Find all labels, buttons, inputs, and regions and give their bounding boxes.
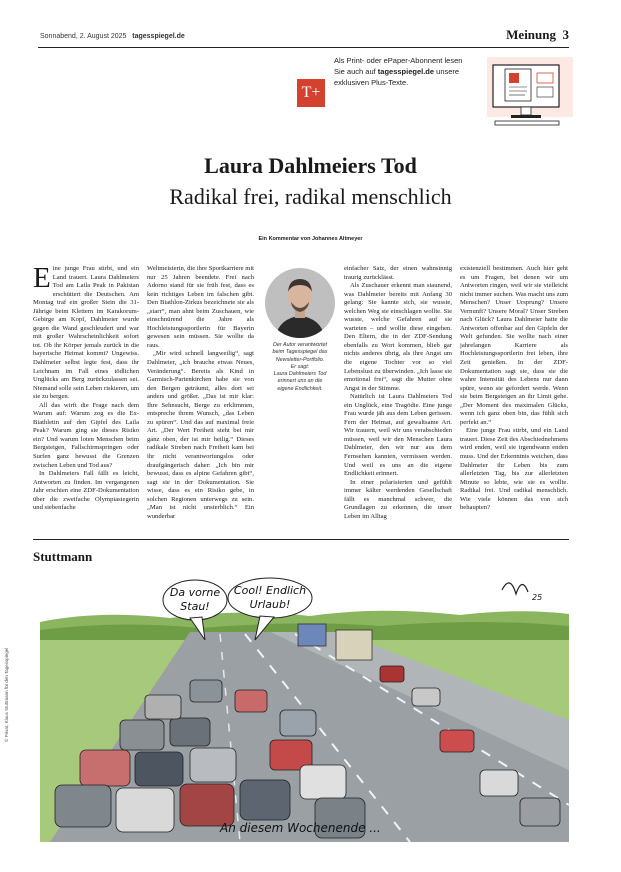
computer-illustration — [485, 55, 575, 135]
article-column-2 — [147, 265, 254, 521]
paragraph: existenziell bestimmen. Auch hier geht es um Fragen, bei denen wir um Antworten ringen, weil wir sie vielleicht nicht immer suchen. Was macht uns zum Menschen? Unser Ursprung? Unsere Vernunft? Unsere Moral? Unser Streben nach Glück? Laura Dahlmeier hatte die Antworten offenbar auf den Gipfeln der Welt gefunden. Sie wollte nach einer jahrelangen Karriere als Hochleistungssportlerin frei leben, ihre Zeit genießen. In der ZDF-Dokumentation sagt sie, dass sie die wahre Intensität des Lebens nur dann spüre, wenn sie gefordert werde. Wenn sie beim Bergsteigen an ihr Limit gehe. „Der Moment des maximalen Glücks, wenn ich ganz oben bin, das fühlt sich perfekt an.“ — [460, 265, 568, 426]
caption-line: Er sagt: — [290, 363, 310, 370]
caption-line: Laura Dahlmeiers Tod — [273, 371, 327, 378]
caption-line: erinnert uns an die — [277, 378, 323, 385]
author-photo — [265, 268, 335, 338]
section-header — [506, 27, 569, 43]
bubble-2-line-2: Urlaub! — [249, 598, 291, 611]
paragraph: Weltmeisterin, die ihre Sportkarriere mit nur 25 Jahren beendete. Frei nach Adorno stand für sie früh fest, dass es kein richtiges Leben im falschen gibt. Den Biathlon-Zirkus bezeichnete sie als „starr“, man ahnt beim Zuschauen, wie einschnürend die Jahre als Hochleistungssportlerin für Bayerin gewesen sein müssen. Sie wollte da raus. — [147, 265, 254, 349]
paragraph: einfacher Satz, der einen wahnsinnig traurig zurücklässt. — [344, 265, 452, 281]
date-text: Sonnabend, 2. August 2025 — [40, 33, 127, 40]
paragraph: Als Zuschauer erkennt man staunend, was Dahlmeier bereits mit Anfang 30 gelang: Sie kannte sich, sie wusste, welchen Weg sie einschlagen wollte. Sie wusste, welche Gefahren auf sie warteten – und wollte diese eingehen. Den Eltern, die in der ZDF-Sendung ebenfalls zu Wort kommen, blieb gar nichts anderes übrig, als ihre Angst um die eigene Tochter vor so viel Lebenslust zu überwinden. „Ich lasse sie emotional frei“, sagt die Mutter ohne Angst in der Stimme. — [344, 282, 452, 392]
traffic-jam-cartoon — [40, 570, 569, 842]
promo-line-2-pre: Sie auch auf — [334, 67, 378, 76]
bubble-1-line-2: Stau! — [180, 600, 210, 613]
header-rule — [38, 47, 569, 48]
paragraph: In Dahlmeiers Fall fällt es leicht, Antworten zu finden. Im vergangenen Jahr erschien eine ZDF-Dokumentation über die zweifache Olympiasiegerin und siebenfache — [33, 470, 139, 512]
bubble-1-line-1: Da vorne — [169, 586, 221, 599]
caption-line: Newsletter-Portfolio. — [275, 356, 325, 363]
image-credit: © Privat, Klaus Stuttmann für den Tagesspiegel — [4, 647, 9, 742]
caption-line: Der Autor verantwortet — [272, 342, 328, 348]
article-column-3 — [344, 265, 452, 521]
article-byline: Ein Kommentar von Johannes Altmeyer — [258, 236, 363, 242]
cartoon-section-title: Stuttmann — [33, 549, 93, 564]
paragraph: Natürlich ist Laura Dahlmeiers Tod ein Unglück, eine Tragödie. Eine junge Frau wurde jäh aus dem Leben gerissen. Fern der Heimat, auf gewaltsame Art. Wir trauern, weil wir uns verabschieden müssen, weil wir den Menschen Laura Dahlmeier, den wir nur aus dem Fernsehen kannten, vermissen werden. Und weil es uns an die eigene Endlichkeit erinnert. — [344, 393, 452, 478]
paragraph: In einer polarisierten und gefühlt immer kälter werdenden Gesellschaft fällt es manchmal schwer, die Grundlagen zu erkennen, die unser Leben im Alltag — [344, 478, 452, 520]
promo-text — [334, 55, 484, 88]
author-caption — [258, 342, 342, 393]
caption-line: eigene Endlichkeit. — [277, 385, 323, 392]
article-column-4 — [460, 265, 568, 513]
promo-line-2 — [334, 66, 484, 77]
section-rule — [33, 539, 569, 540]
page-number: 3 — [562, 27, 569, 42]
article-column-1 — [33, 262, 139, 513]
article-subtitle: Radikal frei, radikal menschlich — [169, 184, 452, 209]
paragraph: „Mir wird schnell langweilig“, sagt Dahlmeier, „ich brauche etwas Neues, Veränderung“. Bereits als Kind in Garmisch-Partenkirchen habe sie von den Bergen geträumt, alles dort sei anders und größer. „Das ist mir klar: Ihre Sehnsucht, Berge zu erklimmen, entspreche ihrem Wunsch, „das Leben zu spüren“. Und das auf maximal freie Art. „Der Wert Freiheit steht bei mir ganz oben, der ist mir heilig.“ Dieses radikale Streben nach Freiheit kam bei ihr nicht verantwortungslos oder draufgängerisch daher: „Ich bin mir bewusst, dass es alpine Gefahren gibt“, sagt sie in der Dokumentation. Sie wisse, dass es ein Risiko gebe, in solchen Regionen unterwegs zu sein. „Man ist nicht unsterblich.“ Ein wunderbar — [147, 350, 254, 520]
paragraph: All das wirft die Frage nach dem Warum auf: Warum zog es die Ex-Biathletin auf den Gipfel des Laila Peak? Warum ging sie dieses Risiko ein? Und warum loten Menschen beim Bergsteigen, Fallschirmspringen oder Surfen ganz bewusst die Grenzen zwischen Leben und Tod aus? — [33, 401, 139, 469]
caption-line: beim Tagesspiegel das — [272, 349, 328, 356]
tplus-logo: T+ — [297, 79, 325, 107]
page-date — [40, 33, 185, 40]
promo-line-1: Als Print- oder ePaper-Abonnent lesen — [334, 56, 463, 65]
promo-line-2-post: unsere — [434, 67, 460, 76]
section-name: Meinung — [506, 27, 556, 42]
promo-line-3: exklusiven Plus-Texte. — [334, 78, 409, 87]
site-name[interactable]: tagesspiegel.de — [132, 33, 185, 40]
paragraph: Eine junge Frau stirbt, und ein Land trauert. Diese Zeit des Abschiednehmens wird enden, weil sie irgendwann enden muss. Und der Erkenntnis weichen, dass Dahlmeier ihr Leben bis zum allerletzten Tag, bis zur allerletzten Minute so lebte, wie sie es wollte. Radikal frei. Und radikal menschlich. Wie viele können das von sich behaupten? — [460, 427, 568, 512]
paragraph — [33, 262, 139, 402]
paragraph-text: ine junge Frau stirbt, und ein Land trauert. Laura Dahlmeiers Tod am Laila Peak in Pakistan erschüttert die Deutschen. Am Montag traf ein großer Stein die 31-Jährige beim Klettern im Karakorum-Gebirge am Kopf, Dahlmeier wurde gegen die Wand geschleudert und war mit großer Wahrscheinlichkeit sofort tot. Ob ihr Körper jemals zurück in die bayerische Heimat kommt? Ungewiss. Dahlmeier selbst legte fest, dass ihr Leichnam im Fall eines tödlichen Unglücks am Berg zurückzulassen sei. Niemand solle sein Leben riskieren, um sie zu bergen. — [33, 265, 139, 401]
cartoon-caption: An diesem Wochenende ... — [220, 821, 381, 835]
promo-link[interactable]: tagesspiegel.de — [377, 67, 435, 76]
dropcap: E — [33, 262, 51, 294]
bubble-2-line-1: Cool! Endlich — [233, 584, 307, 597]
cartoon-signature: 25 — [532, 593, 543, 602]
article-title: Laura Dahlmeiers Tod — [204, 153, 417, 178]
